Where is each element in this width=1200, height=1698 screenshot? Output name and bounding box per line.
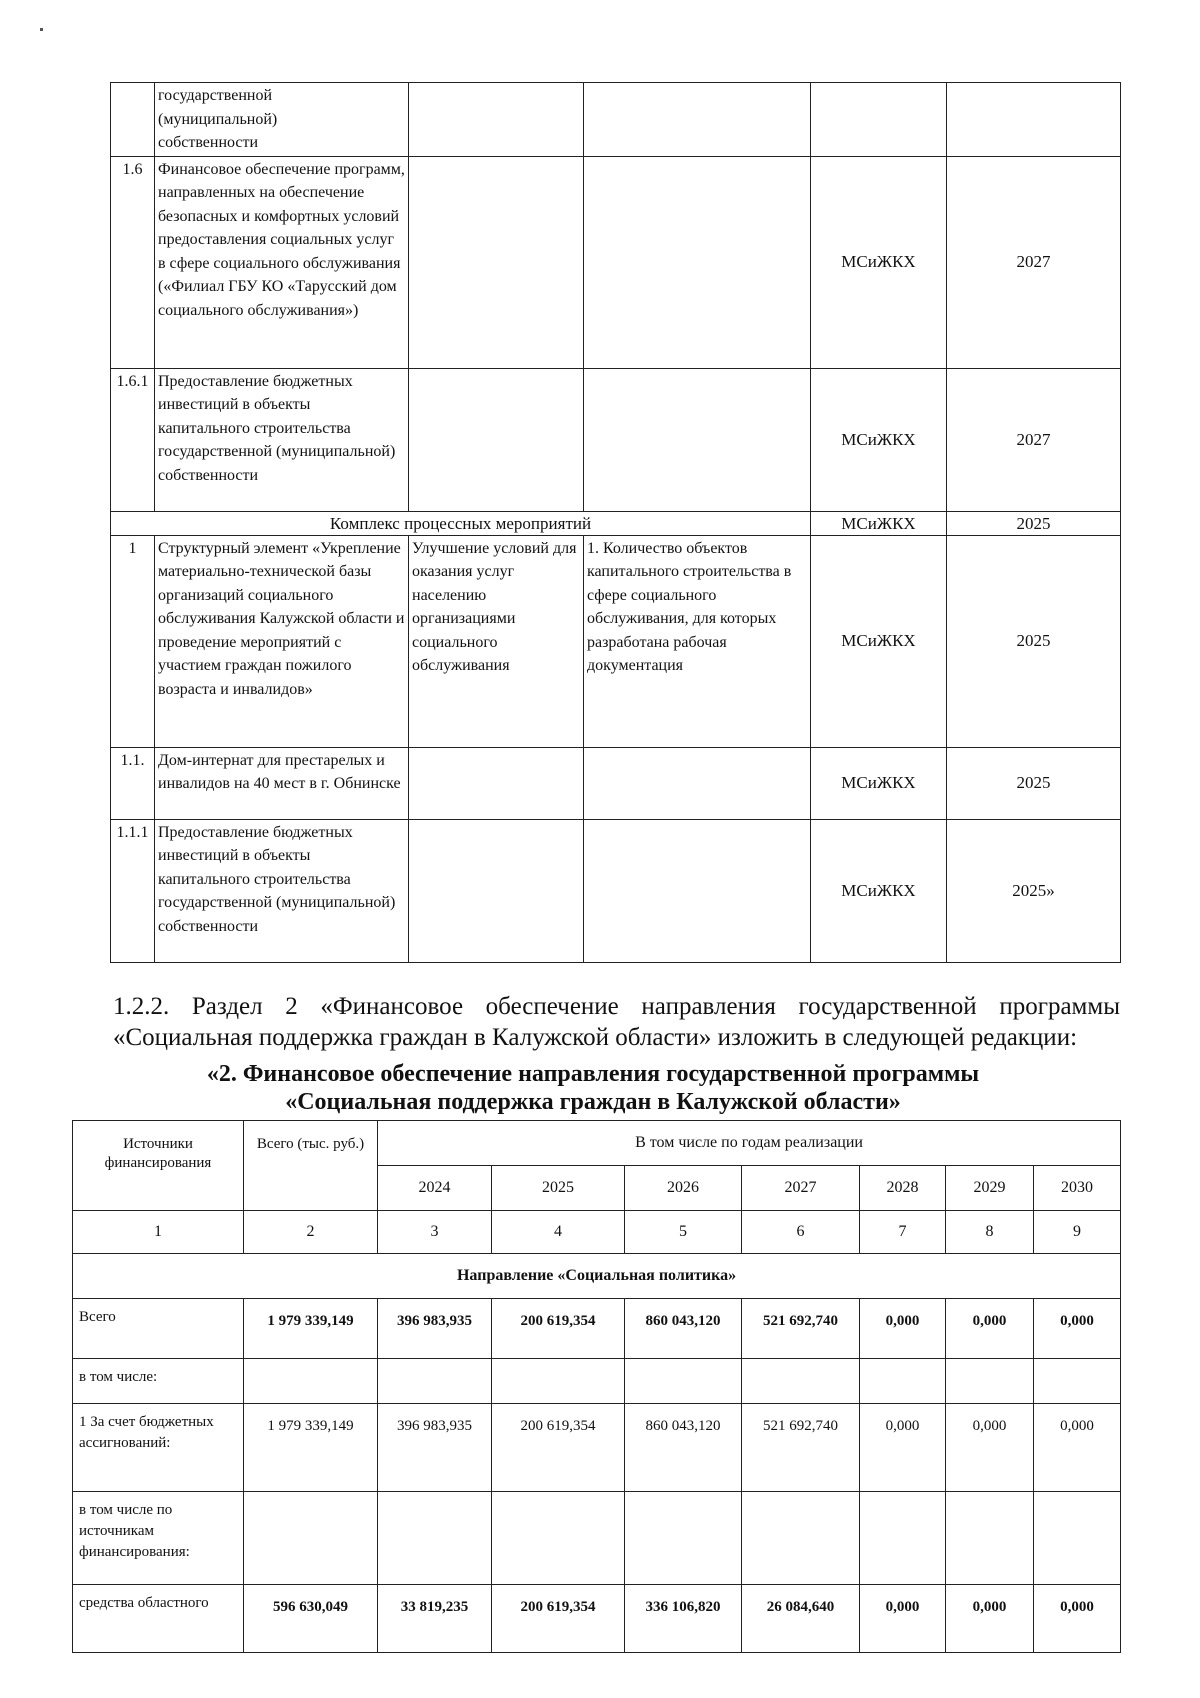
year-cell: 2029 <box>946 1166 1034 1211</box>
row-year: 2027 <box>947 156 1121 368</box>
col-number: 5 <box>625 1211 742 1254</box>
complex-title: Комплекс процессных мероприятий <box>111 511 811 535</box>
row-number <box>111 83 155 157</box>
table-row <box>73 1359 1121 1404</box>
year-cell: 2030 <box>1034 1166 1121 1211</box>
year-value-cell <box>860 1492 946 1585</box>
row-name: Дом-интернат для престарелых и инвалидов на 40 мест в г. Обнинске <box>155 747 409 819</box>
year-value-cell: 0,000 <box>1034 1299 1121 1359</box>
year-value-cell: 26 084,640 <box>742 1585 860 1653</box>
table-row <box>111 368 1121 511</box>
section-row <box>73 1254 1121 1299</box>
col-source: Источники финансирования <box>73 1121 244 1211</box>
heading-line-2: «Социальная поддержка граждан в Калужской области» <box>285 1089 901 1115</box>
year-value-cell <box>946 1359 1034 1404</box>
row-name: Предоставление бюджетных инвестиций в объекты капитального строительства государственной (муниципальной) собственности <box>155 819 409 962</box>
year-value-cell: 33 819,235 <box>378 1585 492 1653</box>
year-value-cell: 0,000 <box>946 1585 1034 1653</box>
table-row <box>111 535 1121 747</box>
row-executor: МСиЖКХ <box>811 747 947 819</box>
row-name: Финансовое обеспечение программ, направленных на обеспечение безопасных и комфортных условий предоставления социальных услуг в сфере социального обслуживания («Филиал ГБУ КО «Тарусский дом социального обслуживания») <box>155 156 409 368</box>
complex-year: 2025 <box>947 511 1121 535</box>
col-number: 6 <box>742 1211 860 1254</box>
row-indicator <box>584 83 811 157</box>
row-number: 1.1.1 <box>111 819 155 962</box>
table-row <box>111 819 1121 962</box>
year-value-cell: 521 692,740 <box>742 1404 860 1492</box>
header-row <box>73 1121 1121 1166</box>
table-row <box>73 1492 1121 1585</box>
source-cell: средства областного <box>73 1585 244 1653</box>
finance-table <box>72 1120 1121 1653</box>
row-year: 2027 <box>947 368 1121 511</box>
row-year: 2025 <box>947 535 1121 747</box>
year-value-cell: 396 983,935 <box>378 1299 492 1359</box>
year-cell: 2027 <box>742 1166 860 1211</box>
source-cell: 1 За счет бюджетных ассигнований: <box>73 1404 244 1492</box>
row-name: Структурный элемент «Укрепление материально-технической базы организаций социального обслуживания Калужской области и проведение мероприятий с участием граждан пожилого возраста и инвалидов» <box>155 535 409 747</box>
year-value-cell <box>625 1492 742 1585</box>
year-value-cell <box>625 1359 742 1404</box>
heading-line-1: «2. Финансовое обеспечение направления государственной программы <box>206 1061 980 1087</box>
col-number: 9 <box>1034 1211 1121 1254</box>
section-title: Направление «Социальная политика» <box>73 1254 1121 1299</box>
year-value-cell: 200 619,354 <box>492 1404 625 1492</box>
year-value-cell <box>492 1359 625 1404</box>
row-goal: Улучшение условий для оказания услуг населению организациями социального обслуживания <box>409 535 584 747</box>
scan-dot <box>40 28 43 31</box>
row-year: 2025» <box>947 819 1121 962</box>
complex-row <box>111 511 1121 535</box>
row-executor <box>811 83 947 157</box>
col-number: 3 <box>378 1211 492 1254</box>
source-cell: в том числе по источникам финансирования: <box>73 1492 244 1585</box>
row-goal <box>409 83 584 157</box>
amendment-paragraph: 1.2.2. Раздел 2 «Финансовое обеспечение направления государственной программы «Социальная поддержка граждан в Калужской области» изложить в следующей редакции: <box>113 993 1120 1051</box>
row-year: 2025 <box>947 747 1121 819</box>
year-value-cell <box>1034 1359 1121 1404</box>
col-number: 7 <box>860 1211 946 1254</box>
total-cell: 596 630,049 <box>244 1585 378 1653</box>
col-number: 2 <box>244 1211 378 1254</box>
year-value-cell: 521 692,740 <box>742 1299 860 1359</box>
year-value-cell <box>946 1492 1034 1585</box>
source-cell: в том числе: <box>73 1359 244 1404</box>
year-cell: 2024 <box>378 1166 492 1211</box>
row-name: Предоставление бюджетных инвестиций в объекты капитального строительства государственной (муниципальной) собственности <box>155 368 409 511</box>
year-value-cell: 0,000 <box>946 1299 1034 1359</box>
table-row <box>73 1404 1121 1492</box>
year-value-cell: 200 619,354 <box>492 1585 625 1653</box>
row-executor: МСиЖКХ <box>811 819 947 962</box>
total-cell: 1 979 339,149 <box>244 1299 378 1359</box>
row-goal <box>409 747 584 819</box>
row-number: 1 <box>111 535 155 747</box>
table-row <box>73 1299 1121 1359</box>
row-executor: МСиЖКХ <box>811 156 947 368</box>
year-value-cell: 0,000 <box>860 1299 946 1359</box>
total-cell <box>244 1359 378 1404</box>
row-indicator <box>584 156 811 368</box>
table-row <box>111 83 1121 157</box>
year-value-cell <box>378 1359 492 1404</box>
year-value-cell: 200 619,354 <box>492 1299 625 1359</box>
col-years-group: В том числе по годам реализации <box>378 1121 1121 1166</box>
year-value-cell <box>378 1492 492 1585</box>
table-row <box>111 156 1121 368</box>
year-value-cell: 860 043,120 <box>625 1404 742 1492</box>
col-number: 4 <box>492 1211 625 1254</box>
column-numbers-row <box>73 1211 1121 1254</box>
total-cell <box>244 1492 378 1585</box>
row-indicator <box>584 819 811 962</box>
row-executor: МСиЖКХ <box>811 368 947 511</box>
total-cell: 1 979 339,149 <box>244 1404 378 1492</box>
row-goal <box>409 368 584 511</box>
year-value-cell: 0,000 <box>1034 1585 1121 1653</box>
year-value-cell <box>492 1492 625 1585</box>
complex-executor: МСиЖКХ <box>811 511 947 535</box>
row-number: 1.6 <box>111 156 155 368</box>
row-goal <box>409 156 584 368</box>
row-indicator <box>584 747 811 819</box>
row-indicator <box>584 368 811 511</box>
year-value-cell: 0,000 <box>860 1404 946 1492</box>
year-cell: 2025 <box>492 1166 625 1211</box>
col-number: 1 <box>73 1211 244 1254</box>
table-row <box>111 747 1121 819</box>
row-number: 1.1. <box>111 747 155 819</box>
col-number: 8 <box>946 1211 1034 1254</box>
year-value-cell <box>1034 1492 1121 1585</box>
year-value-cell <box>742 1492 860 1585</box>
source-cell: Всего <box>73 1299 244 1359</box>
year-value-cell: 860 043,120 <box>625 1299 742 1359</box>
year-cell: 2026 <box>625 1166 742 1211</box>
finance-rows <box>73 1299 1121 1653</box>
year-cell: 2028 <box>860 1166 946 1211</box>
year-value-cell: 396 983,935 <box>378 1404 492 1492</box>
row-indicator: 1. Количество объектов капитального строительства в сфере социального обслуживания, для которых разработана рабочая документация <box>584 535 811 747</box>
year-value-cell: 336 106,820 <box>625 1585 742 1653</box>
year-value-cell <box>860 1359 946 1404</box>
section-heading <box>66 1060 1120 1116</box>
row-number: 1.6.1 <box>111 368 155 511</box>
year-value-cell: 0,000 <box>860 1585 946 1653</box>
row-goal <box>409 819 584 962</box>
year-value-cell: 0,000 <box>946 1404 1034 1492</box>
row-executor: МСиЖКХ <box>811 535 947 747</box>
year-value-cell: 0,000 <box>1034 1404 1121 1492</box>
row-year <box>947 83 1121 157</box>
activities-table <box>110 82 1121 963</box>
year-value-cell <box>742 1359 860 1404</box>
col-total: Всего (тыс. руб.) <box>244 1121 378 1211</box>
table-row <box>73 1585 1121 1653</box>
row-name: государственной (муниципальной) собственности <box>155 83 409 157</box>
